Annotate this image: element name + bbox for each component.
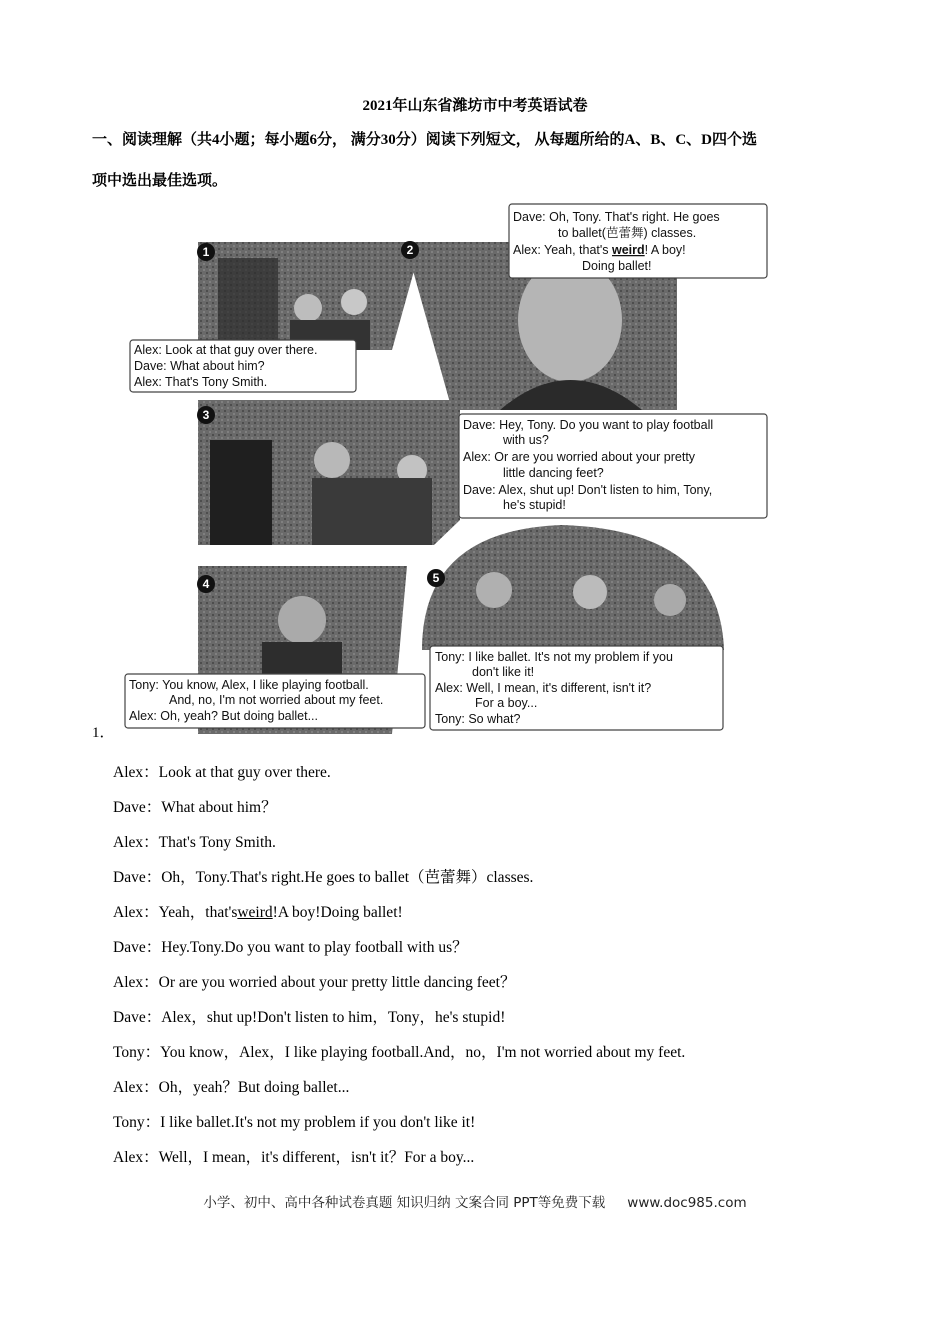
speech-bubble-1	[130, 340, 356, 392]
panel-number-3: 3	[202, 408, 210, 422]
dialogue-line: Dave：Hey.Tony.Do you want to play football with us？	[113, 939, 468, 956]
question-number: 1．	[92, 725, 115, 741]
svg-text:to ballet(芭蕾舞) classes.: to ballet(芭蕾舞) classes.	[558, 226, 697, 240]
dialogue-line: Tony：You know，Alex，I like playing football.And，no，I'm not worried about my feet.	[113, 1044, 686, 1061]
panel-number-4: 4	[202, 577, 210, 591]
svg-text:with us?: with us?	[503, 433, 549, 447]
svg-text:Doing ballet!: Doing ballet!	[582, 259, 652, 273]
footer-url[interactable]: www.doc985.com	[627, 1195, 747, 1211]
svg-text:Alex: Well, I mean, it's diffe: Alex: Well, I mean, it's different, isn't it?	[435, 681, 652, 695]
svg-text:Tony: I like ballet. It's not: Tony: I like ballet. It's not my problem if you	[435, 650, 673, 664]
exam-title: 2021年山东省潍坊市中考英语试卷	[362, 98, 588, 114]
svg-text:Alex: Or are you worried about: Alex: Or are you worried about your pretty	[463, 450, 696, 464]
dialogue-line: Alex：Oh，yeah？But doing ballet...	[113, 1079, 350, 1096]
panel-number-5: 5	[432, 571, 440, 585]
comic-strip-image	[122, 200, 774, 734]
svg-text:little dancing feet?: little dancing feet?	[503, 466, 604, 480]
dialogue-line: Dave：Alex，shut up!Don't listen to him，Tony，he's stupid!	[113, 1009, 506, 1026]
section-heading-line2: 项中选出最佳选项。	[92, 173, 228, 189]
speech-bubble-2	[509, 204, 767, 278]
svg-text:Tony: So what?: Tony: So what?	[435, 712, 521, 726]
dialogue-line: Tony：I like ballet.It's not my problem if you don't like it!	[113, 1114, 476, 1131]
svg-text:Alex: Oh, yeah? But doing ball: Alex: Oh, yeah? But doing ballet...	[129, 709, 319, 723]
svg-text:Alex: That's Tony Smith.: Alex: That's Tony Smith.	[134, 375, 268, 389]
dialogue-line: Dave：Oh，Tony.That's right.He goes to ballet（芭蕾舞）classes.	[113, 869, 534, 886]
dialogue-line: Alex：Yeah，that'sweird!A boy!Doing ballet!	[113, 904, 403, 921]
comic-panel-1	[198, 242, 422, 350]
section-heading-line1: 一、阅读理解（共4小题；每小题6分， 满分30分）阅读下列短文， 从每题所给的A、B、C、D四个选	[92, 132, 758, 148]
underlined-word: weird	[237, 904, 273, 921]
svg-text:Tony: You know, Alex, I like p: Tony: You know, Alex, I like playing football.	[129, 678, 369, 692]
panel-number-2: 2	[406, 243, 414, 257]
dialogue-line: Dave：What about him？	[113, 799, 277, 816]
page-footer	[0, 1191, 950, 1211]
svg-text:Dave: Hey, Tony. Do you want t: Dave: Hey, Tony. Do you want to play football	[463, 418, 714, 432]
panel-number-1: 1	[202, 245, 210, 259]
svg-text:he's stupid!: he's stupid!	[503, 498, 566, 512]
svg-text:Alex: Look at that guy over th: Alex: Look at that guy over there.	[134, 343, 318, 357]
dialogue-line: Alex：Or are you worried about your pretty little dancing feet？	[113, 974, 516, 991]
svg-text:Dave: Oh, Tony. That's right.: Dave: Oh, Tony. That's right. He goes	[513, 210, 720, 224]
svg-text:And, no, I'm not worried about: And, no, I'm not worried about my feet.	[169, 693, 384, 707]
dialogue-line: Alex：That's Tony Smith.	[113, 834, 276, 851]
dialogue-line: Alex：Look at that guy over there.	[113, 764, 331, 781]
svg-text:For a boy...: For a boy...	[475, 696, 538, 710]
comic-panel-5	[422, 525, 724, 650]
svg-text:Dave: What about him?: Dave: What about him?	[134, 359, 265, 373]
svg-text:don't like it!: don't like it!	[472, 665, 535, 679]
speech-bubble-3	[459, 414, 767, 518]
speech-bubble-5	[430, 646, 723, 730]
footer-text: 小学、初中、高中各种试卷真题 知识归纳 文案合同 PPT等免费下载	[203, 1195, 606, 1211]
svg-text:Alex: Yeah, that's weird! A bo: Alex: Yeah, that's weird! A boy!	[513, 243, 686, 257]
svg-text:Dave: Alex, shut up! Don't lis: Dave: Alex, shut up! Don't listen to him, Tony,	[463, 483, 713, 497]
dialogue-line: Alex：Well，I mean，it's different，isn't it？For a boy...	[113, 1149, 475, 1166]
speech-bubble-4	[125, 674, 425, 728]
comic-panel-3	[198, 400, 460, 545]
